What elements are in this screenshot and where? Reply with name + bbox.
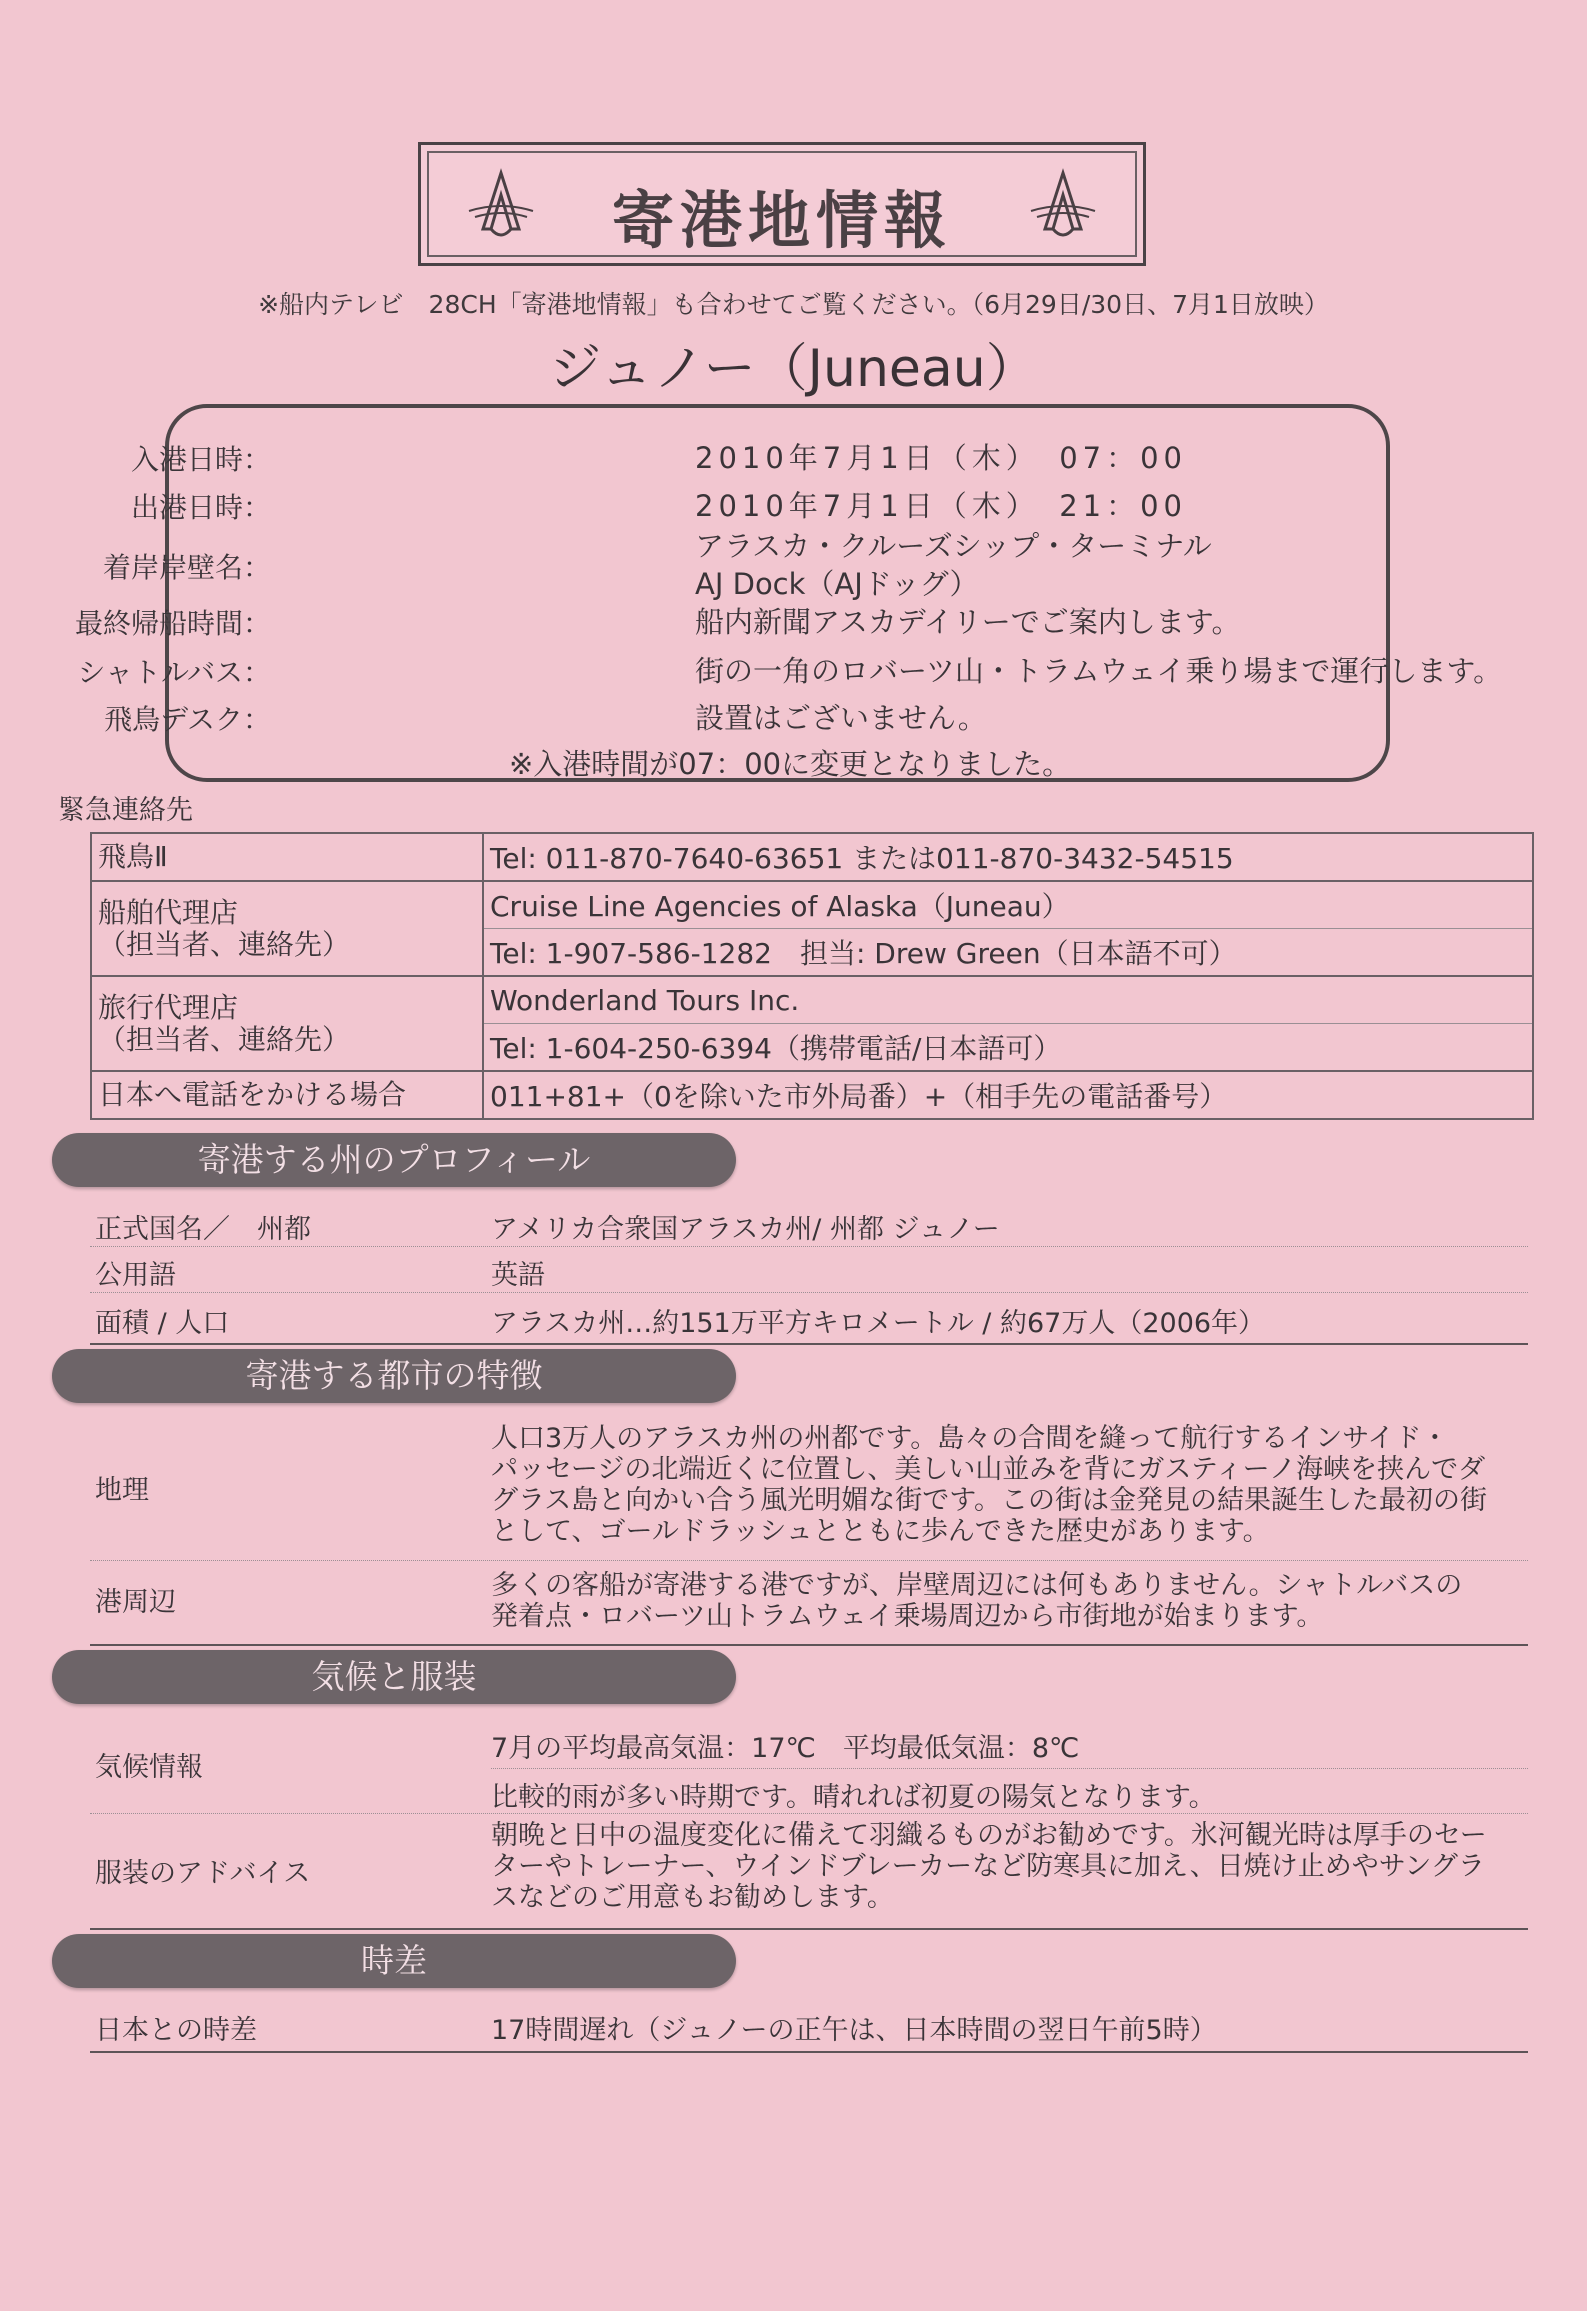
contact-label	[91, 881, 483, 976]
row-divider	[90, 1246, 1528, 1247]
contact-label	[91, 976, 483, 1071]
contact-label-line: 船舶代理店	[98, 895, 239, 929]
contact-value: Tel: 1-604-250-6394（携帯電話/日本語可）	[483, 1024, 1533, 1072]
emergency-contact-table	[90, 832, 1534, 1120]
section-heading-climate: 気候と服装	[52, 1650, 736, 1704]
profile-value: アメリカ合衆国アラスカ州/ 州都 ジュノー	[491, 1214, 1000, 1245]
shuttle-label: シャトルバス：	[77, 656, 271, 689]
departure-value: 2010年7月1日（木） 21：00	[695, 489, 1188, 523]
text-line: として、ゴールドラッシュとともに歩んできた歴史があります。	[491, 1516, 1270, 1547]
text-line: スなどのご用意もお勧めします。	[491, 1882, 894, 1913]
title-banner	[418, 142, 1146, 266]
last-boarding-value: 船内新聞アスカデイリーでご案内します。	[695, 605, 1241, 639]
contact-value: 011+81+（0を除いた市外局番）+（相手先の電話番号）	[483, 1071, 1533, 1119]
text-line: ターやトレーナー、ウインドブレーカーなど防寒具に加え、日焼け止めやサングラ	[491, 1851, 1485, 1882]
berth-label: 着岸岸壁名：	[102, 551, 271, 584]
contact-value: Tel: 011-870-7640-63651 または011-870-3432-54515	[483, 833, 1533, 881]
city-key: 地理	[95, 1475, 149, 1506]
timediff-value: 17時間遅れ（ジュノーの正午は、日本時間の翌日午前5時）	[491, 2015, 1217, 2046]
text-line: グラス島と向かい合う風光明媚な街です。この街は金発見の結果誕生した最初の街	[491, 1485, 1488, 1516]
text-line: パッセージの北端近くに位置し、美しい山並みを背にガスティーノ海峡を挟んでダ	[491, 1454, 1486, 1485]
table-row	[91, 1071, 1533, 1119]
table-row	[91, 976, 1533, 1024]
timediff-key: 日本との時差	[95, 2015, 257, 2046]
section-heading-profile: 寄港する州のプロフィール	[52, 1133, 736, 1187]
contact-label-line: （担当者、連絡先）	[98, 927, 351, 961]
profile-key: 公用語	[95, 1260, 176, 1291]
contact-label: 日本へ電話をかける場合	[91, 1071, 483, 1119]
table-row	[91, 881, 1533, 929]
arrival-label: 入港日時：	[130, 443, 271, 476]
text-line: 発着点・ロバーツ山トラムウェイ乗場周辺から市街地が始まります。	[491, 1601, 1324, 1632]
text-line: 人口3万人のアラスカ州の州都です。島々の合間を縫って航行するインサイド・	[491, 1423, 1449, 1454]
city-geography-text	[491, 1423, 1541, 1547]
climate-value: 比較的雨が多い時期です。晴れれば初夏の陽気となります。	[491, 1782, 1216, 1813]
contact-value: Cruise Line Agencies of Alaska（Juneau）	[483, 881, 1533, 929]
profile-key: 面積 / 人口	[95, 1308, 230, 1339]
text-line: 多くの客船が寄港する港ですが、岸壁周辺には何もありません。シャトルバスの	[491, 1570, 1463, 1601]
row-divider	[491, 1768, 1528, 1769]
page-title: 寄港地情報	[611, 184, 952, 257]
table-row	[91, 833, 1533, 881]
profile-value: アラスカ州…約151万平方キロメートル / 約67万人（2006年）	[491, 1308, 1266, 1339]
contact-value: Tel: 1-907-586-1282 担当: Drew Green（日本語不可）	[483, 929, 1533, 977]
port-name: ジュノー（Juneau）	[549, 339, 1038, 399]
row-divider	[90, 1343, 1528, 1345]
row-divider	[90, 1813, 1528, 1814]
row-divider	[90, 1928, 1528, 1930]
climate-value: 7月の平均最高気温：17℃ 平均最低気温：8℃	[491, 1733, 1080, 1764]
profile-key: 正式国名／ 州都	[95, 1214, 311, 1245]
arrival-value: 2010年7月1日（木） 07：00	[695, 441, 1188, 475]
berth-value-2: AJ Dock（AJドッグ）	[695, 567, 979, 601]
emergency-heading: 緊急連絡先	[58, 795, 193, 826]
desk-label: 飛鳥デスク：	[104, 703, 271, 736]
row-divider	[90, 2051, 1528, 2053]
shuttle-value: 街の一角のロバーツ山・トラムウェイ乗り場まで運行します。	[695, 654, 1503, 688]
text-line: 朝晩と日中の温度変化に備えて羽織るものがお勧めです。氷河観光時は厚手のセー	[491, 1820, 1487, 1851]
row-divider	[90, 1292, 1528, 1293]
departure-label: 出港日時：	[130, 491, 271, 524]
contact-label-line: （担当者、連絡先）	[98, 1022, 351, 1056]
contact-value: Wonderland Tours Inc.	[483, 976, 1533, 1024]
climate-key: 気候情報	[95, 1752, 203, 1783]
section-heading-timediff: 時差	[52, 1934, 736, 1988]
clothing-key: 服装のアドバイス	[95, 1858, 311, 1889]
tv-notice: ※船内テレビ 28CH「寄港地情報」も合わせてご覧ください。（6月29日/30日、7月1日放映）	[258, 290, 1329, 319]
arrival-change-note: ※入港時間が07：00に変更となりました。	[509, 747, 1072, 781]
city-key: 港周辺	[95, 1587, 176, 1618]
port-info-box	[74, 404, 1503, 782]
last-boarding-label: 最終帰船時間：	[74, 607, 271, 640]
desk-value: 設置はございません。	[695, 701, 987, 735]
anchor-emblem-icon	[1023, 167, 1103, 247]
row-divider	[90, 1644, 1528, 1646]
city-port-text	[491, 1570, 1541, 1632]
berth-value: アラスカ・クルーズシップ・ターミナル	[695, 529, 1212, 563]
section-heading-city: 寄港する都市の特徴	[52, 1349, 736, 1403]
contact-label: 飛鳥Ⅱ	[91, 833, 483, 881]
row-divider	[90, 1560, 1528, 1561]
clothing-advice-text	[491, 1820, 1541, 1913]
profile-value: 英語	[491, 1260, 545, 1291]
contact-label-line: 旅行代理店	[98, 990, 239, 1024]
